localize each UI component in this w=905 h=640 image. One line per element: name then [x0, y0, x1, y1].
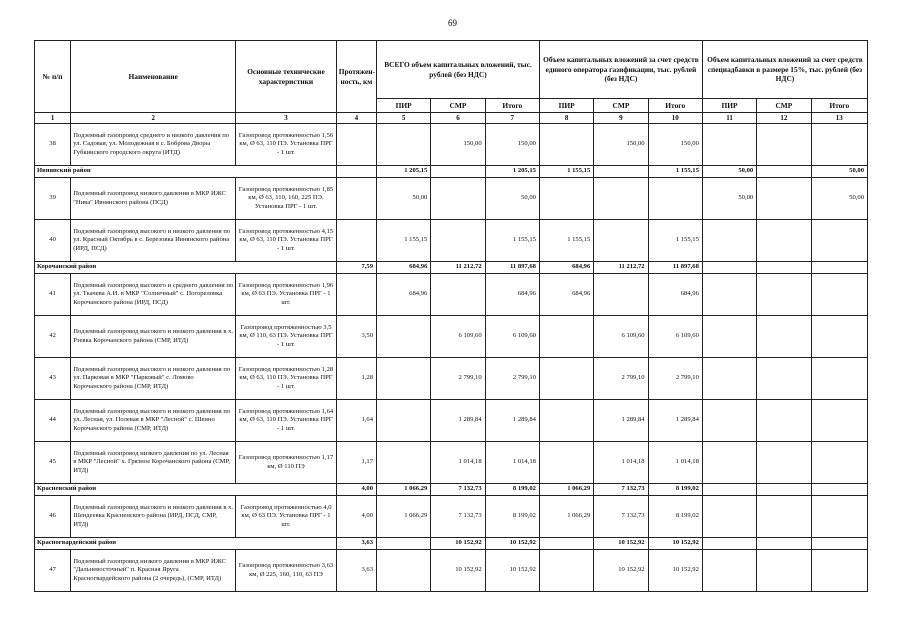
value-cell: 1 066,29 [377, 496, 431, 538]
table-row [35, 316, 868, 358]
length-cell: 4,00 [336, 484, 376, 496]
column-number: 4 [336, 113, 376, 124]
value-cell [811, 400, 867, 442]
value-cell [594, 274, 648, 316]
row-number: 45 [35, 442, 71, 484]
value-cell: 7 132,73 [431, 484, 485, 496]
value-cell [648, 178, 702, 220]
value-cell [757, 220, 811, 262]
value-cell [811, 484, 867, 496]
header-group-total: ВСЕГО объем капитальных вложений, тыс. рублей (без НДС) [377, 41, 540, 99]
table-row [35, 496, 868, 538]
value-cell: 6 109,60 [594, 316, 648, 358]
row-number: 41 [35, 274, 71, 316]
value-cell [594, 166, 648, 178]
length-cell [336, 274, 376, 316]
value-cell [539, 358, 593, 400]
value-cell [539, 400, 593, 442]
table-row [35, 274, 868, 316]
value-cell [757, 400, 811, 442]
object-name: Подземный газопровод высокого и низкого давления по ул. Красный Октябрь в с. Березовка Ивнянского района (ИРД, ПСД) [71, 220, 236, 262]
value-cell [757, 124, 811, 166]
object-name: Подземный газопровод высокого и низкого давления в х. Шендеевка Красненского района (ИРД, ПСД, СМР, ИТД) [71, 496, 236, 538]
value-cell [702, 550, 756, 592]
value-cell [702, 274, 756, 316]
length-cell: 3,63 [336, 550, 376, 592]
value-cell: 1 155,15 [648, 220, 702, 262]
value-cell: 2 799,10 [485, 358, 539, 400]
length-cell: 1,64 [336, 400, 376, 442]
value-cell [757, 166, 811, 178]
table-row [35, 400, 868, 442]
value-cell: 1 014,18 [485, 442, 539, 484]
row-number: 42 [35, 316, 71, 358]
value-cell: 6 109,60 [485, 316, 539, 358]
table-row [35, 358, 868, 400]
column-number: 11 [702, 113, 756, 124]
value-cell: 7 132,73 [594, 484, 648, 496]
value-cell [811, 442, 867, 484]
region-row [35, 262, 868, 274]
value-cell [539, 442, 593, 484]
value-cell [702, 442, 756, 484]
tech-characteristics: Газопровод протяженностью 1,85 км, Ø 63, 110, 160, 225 ПЭ. Установка ПРГ - 1 шт. [236, 178, 337, 220]
value-cell: 2 799,10 [648, 358, 702, 400]
value-cell: 1 066,29 [377, 484, 431, 496]
value-cell: 11 897,68 [485, 262, 539, 274]
length-cell [336, 178, 376, 220]
value-cell: 8 199,02 [485, 496, 539, 538]
length-cell [336, 124, 376, 166]
value-cell [431, 220, 485, 262]
value-cell [811, 274, 867, 316]
value-cell [594, 220, 648, 262]
value-cell: 2 799,10 [594, 358, 648, 400]
value-cell [431, 166, 485, 178]
value-cell: 10 152,92 [594, 538, 648, 550]
object-name: Подземный газопровод высокого и низкого давления по ул. Лесная, ул. Полевая в МКР "Лесной" с. Шеино Корочанского района (СМР, ИТД) [71, 400, 236, 442]
tech-characteristics: Газопровод протяженностью 3,63 км, Ø 225, 160, 110, 63 ПЭ [236, 550, 337, 592]
tech-characteristics: Газопровод протяженностью 1,96 км, Ø 63 ПЭ. Установка ПРГ - 1 шт. [236, 274, 337, 316]
value-cell: 684,96 [539, 274, 593, 316]
value-cell [811, 124, 867, 166]
value-cell: 50,00 [377, 178, 431, 220]
value-cell: 150,00 [485, 124, 539, 166]
header-group-operator: Объем капитальных вложений за счет средств единого оператора газификации, тыс. рублей (без НДС) [539, 41, 702, 99]
value-cell: 684,96 [485, 274, 539, 316]
value-cell: 10 152,92 [485, 550, 539, 592]
value-cell [539, 316, 593, 358]
header-itogo: Итого [485, 99, 539, 113]
header-itogo: Итого [648, 99, 702, 113]
row-number: 44 [35, 400, 71, 442]
value-cell: 150,00 [648, 124, 702, 166]
value-cell: 1 289,84 [485, 400, 539, 442]
value-cell: 6 109,60 [648, 316, 702, 358]
value-cell [757, 496, 811, 538]
row-number: 38 [35, 124, 71, 166]
value-cell [377, 316, 431, 358]
value-cell: 1 066,29 [539, 496, 593, 538]
value-cell [702, 484, 756, 496]
value-cell: 1 066,29 [539, 484, 593, 496]
value-cell: 1 155,15 [539, 220, 593, 262]
value-cell: 6 109,60 [431, 316, 485, 358]
tech-characteristics: Газопровод протяженностью 1,17 км, Ø 110 ПЭ [236, 442, 337, 484]
value-cell: 1 289,84 [594, 400, 648, 442]
table-row [35, 442, 868, 484]
table-row [35, 550, 868, 592]
column-number: 1 [35, 113, 71, 124]
header-group-special: Объем капитальных вложений за счет средств специадбавки в размере 15%, тыс. рублей (без НДС) [702, 41, 867, 99]
value-cell [377, 538, 431, 550]
value-cell [539, 550, 593, 592]
value-cell: 1 014,18 [431, 442, 485, 484]
value-cell [539, 124, 593, 166]
table-row [35, 124, 868, 166]
object-name: Подземный газопровод низкого давления в МКР ИЖС "Нива" Ивнянского района (ПСД) [71, 178, 236, 220]
value-cell: 8 199,02 [648, 484, 702, 496]
value-cell: 1 205,15 [485, 166, 539, 178]
value-cell: 1 014,18 [594, 442, 648, 484]
row-number: 39 [35, 178, 71, 220]
region-row [35, 166, 868, 178]
row-number: 40 [35, 220, 71, 262]
object-name: Подземный газопровод низкого давления по ул. Лесная в МКР "Лесной" х. Грязное Корочанского района (СМР, ИТД) [71, 442, 236, 484]
value-cell: 1 205,15 [377, 166, 431, 178]
value-cell [702, 124, 756, 166]
value-cell [811, 538, 867, 550]
value-cell: 1 014,18 [648, 442, 702, 484]
value-cell: 10 152,92 [431, 538, 485, 550]
header-length: Протяжен-ность, км [336, 41, 376, 113]
value-cell [539, 178, 593, 220]
table-row [35, 220, 868, 262]
value-cell [757, 538, 811, 550]
value-cell: 684,96 [648, 274, 702, 316]
column-number: 3 [236, 113, 337, 124]
column-number: 10 [648, 113, 702, 124]
value-cell: 11 897,68 [648, 262, 702, 274]
value-cell [539, 538, 593, 550]
value-cell: 1 155,15 [648, 166, 702, 178]
object-name: Подземный газопровод высокого и среднего давления по ул. Ткачева А.И. в МКР "Солнечный" с. Погореловка Корочанского района (ИРД, ПСД) [71, 274, 236, 316]
length-cell: 7,59 [336, 262, 376, 274]
value-cell: 10 152,92 [594, 550, 648, 592]
region-name: Красногвардейский район [35, 538, 337, 550]
value-cell [757, 358, 811, 400]
value-cell: 8 199,02 [648, 496, 702, 538]
region-name: Красненский район [35, 484, 337, 496]
value-cell: 11 212,72 [431, 262, 485, 274]
column-number: 12 [757, 113, 811, 124]
region-row [35, 484, 868, 496]
header-pir: ПИР [539, 99, 593, 113]
value-cell: 1 155,15 [539, 166, 593, 178]
header-pir: ПИР [702, 99, 756, 113]
value-cell: 7 132,73 [431, 496, 485, 538]
value-cell [702, 358, 756, 400]
value-cell [702, 262, 756, 274]
value-cell [811, 316, 867, 358]
value-cell [757, 550, 811, 592]
value-cell [757, 484, 811, 496]
value-cell: 684,96 [539, 262, 593, 274]
value-cell: 8 199,02 [485, 484, 539, 496]
value-cell [757, 442, 811, 484]
length-cell [336, 166, 376, 178]
region-row [35, 538, 868, 550]
value-cell [702, 496, 756, 538]
header-name: Наименование [71, 41, 236, 113]
column-number: 13 [811, 113, 867, 124]
column-numbers-row [35, 113, 868, 124]
length-cell: 1,28 [336, 358, 376, 400]
value-cell: 1 289,84 [648, 400, 702, 442]
column-number: 7 [485, 113, 539, 124]
header-itogo: Итого [811, 99, 867, 113]
column-number: 6 [431, 113, 485, 124]
value-cell: 1 155,15 [377, 220, 431, 262]
value-cell [757, 316, 811, 358]
value-cell [811, 496, 867, 538]
investment-table [34, 40, 868, 592]
table-body [35, 124, 868, 592]
tech-characteristics: Газопровод протяженностью 4,15 км, Ø 63, 110 ПЭ. Установка ПРГ - 1 шт. [236, 220, 337, 262]
page-number: 69 [448, 18, 457, 28]
column-number: 9 [594, 113, 648, 124]
value-cell: 50,00 [485, 178, 539, 220]
value-cell: 10 152,92 [485, 538, 539, 550]
region-name: Корочанский район [35, 262, 337, 274]
value-cell [377, 358, 431, 400]
value-cell [377, 124, 431, 166]
tech-characteristics: Газопровод протяженностью 1,56 км, Ø 63, 110 ПЭ. Установка ПРГ - 1 шт. [236, 124, 337, 166]
header-smr: СМР [757, 99, 811, 113]
value-cell: 11 212,72 [594, 262, 648, 274]
column-number: 8 [539, 113, 593, 124]
header-tech: Основные технические характеристики [236, 41, 337, 113]
value-cell: 10 152,92 [431, 550, 485, 592]
header-smr: СМР [594, 99, 648, 113]
value-cell [757, 178, 811, 220]
header-num: № п/п [35, 41, 71, 113]
value-cell [431, 178, 485, 220]
row-number: 46 [35, 496, 71, 538]
length-cell [336, 220, 376, 262]
tech-characteristics: Газопровод протяженностью 1,28 км, Ø 63, 110 ПЭ. Установка ПРГ - 1 шт. [236, 358, 337, 400]
value-cell [757, 262, 811, 274]
region-name: Ивнянский район [35, 166, 337, 178]
header-smr: СМР [431, 99, 485, 113]
value-cell [811, 358, 867, 400]
value-cell [594, 178, 648, 220]
value-cell: 10 152,92 [648, 538, 702, 550]
value-cell: 1 289,84 [431, 400, 485, 442]
value-cell: 10 152,92 [648, 550, 702, 592]
tech-characteristics: Газопровод протяженностью 4,0 км, Ø 63 ПЭ. Установка ПРГ - 1 шт. [236, 496, 337, 538]
value-cell: 1 155,15 [485, 220, 539, 262]
column-number: 2 [71, 113, 236, 124]
object-name: Подземный газопровод низкого давления в МКР ИЖС "Дальневосточный" п. Красная Яруга Красногвардейского района (2 очередь), (СМР, ИТД) [71, 550, 236, 592]
value-cell [811, 262, 867, 274]
length-cell: 3,63 [336, 538, 376, 550]
value-cell: 150,00 [431, 124, 485, 166]
value-cell [702, 538, 756, 550]
value-cell [702, 400, 756, 442]
value-cell: 684,96 [377, 262, 431, 274]
value-cell [377, 550, 431, 592]
value-cell: 2 799,10 [431, 358, 485, 400]
table-row [35, 178, 868, 220]
value-cell [811, 550, 867, 592]
column-number: 5 [377, 113, 431, 124]
value-cell [431, 274, 485, 316]
object-name: Подземный газопровод высокого и низкого давления в х. Рзевка Корочанского района (СМР, ИТД) [71, 316, 236, 358]
value-cell: 50,00 [811, 178, 867, 220]
tech-characteristics: Газопровод протяженностью 3,5 км, Ø 110, 63 ПЭ. Установка ПРГ - 1 шт. [236, 316, 337, 358]
value-cell: 50,00 [702, 166, 756, 178]
object-name: Подземный газопровод высокого и низкого давления по ул. Парковая в МКР "Парковый" с. Ломово Корочанского района (СМР, ИТД) [71, 358, 236, 400]
object-name: Подземный газопровод среднего и низкого давления по ул. Садовая, ул. Молодежная в с. Боброва Дворы Губкинского городского округа (ИТД) [71, 124, 236, 166]
value-cell: 50,00 [811, 166, 867, 178]
value-cell [757, 274, 811, 316]
value-cell: 150,00 [594, 124, 648, 166]
value-cell [702, 220, 756, 262]
value-cell [377, 400, 431, 442]
length-cell: 3,50 [336, 316, 376, 358]
value-cell: 50,00 [702, 178, 756, 220]
value-cell [702, 316, 756, 358]
row-number: 43 [35, 358, 71, 400]
tech-characteristics: Газопровод протяженностью 1,64 км, Ø 63, 110 ПЭ. Установка ПРГ - 1 шт. [236, 400, 337, 442]
length-cell: 1,17 [336, 442, 376, 484]
value-cell [377, 442, 431, 484]
value-cell: 7 132,73 [594, 496, 648, 538]
value-cell [811, 220, 867, 262]
length-cell: 4,00 [336, 496, 376, 538]
row-number: 47 [35, 550, 71, 592]
value-cell: 684,96 [377, 274, 431, 316]
header-pir: ПИР [377, 99, 431, 113]
